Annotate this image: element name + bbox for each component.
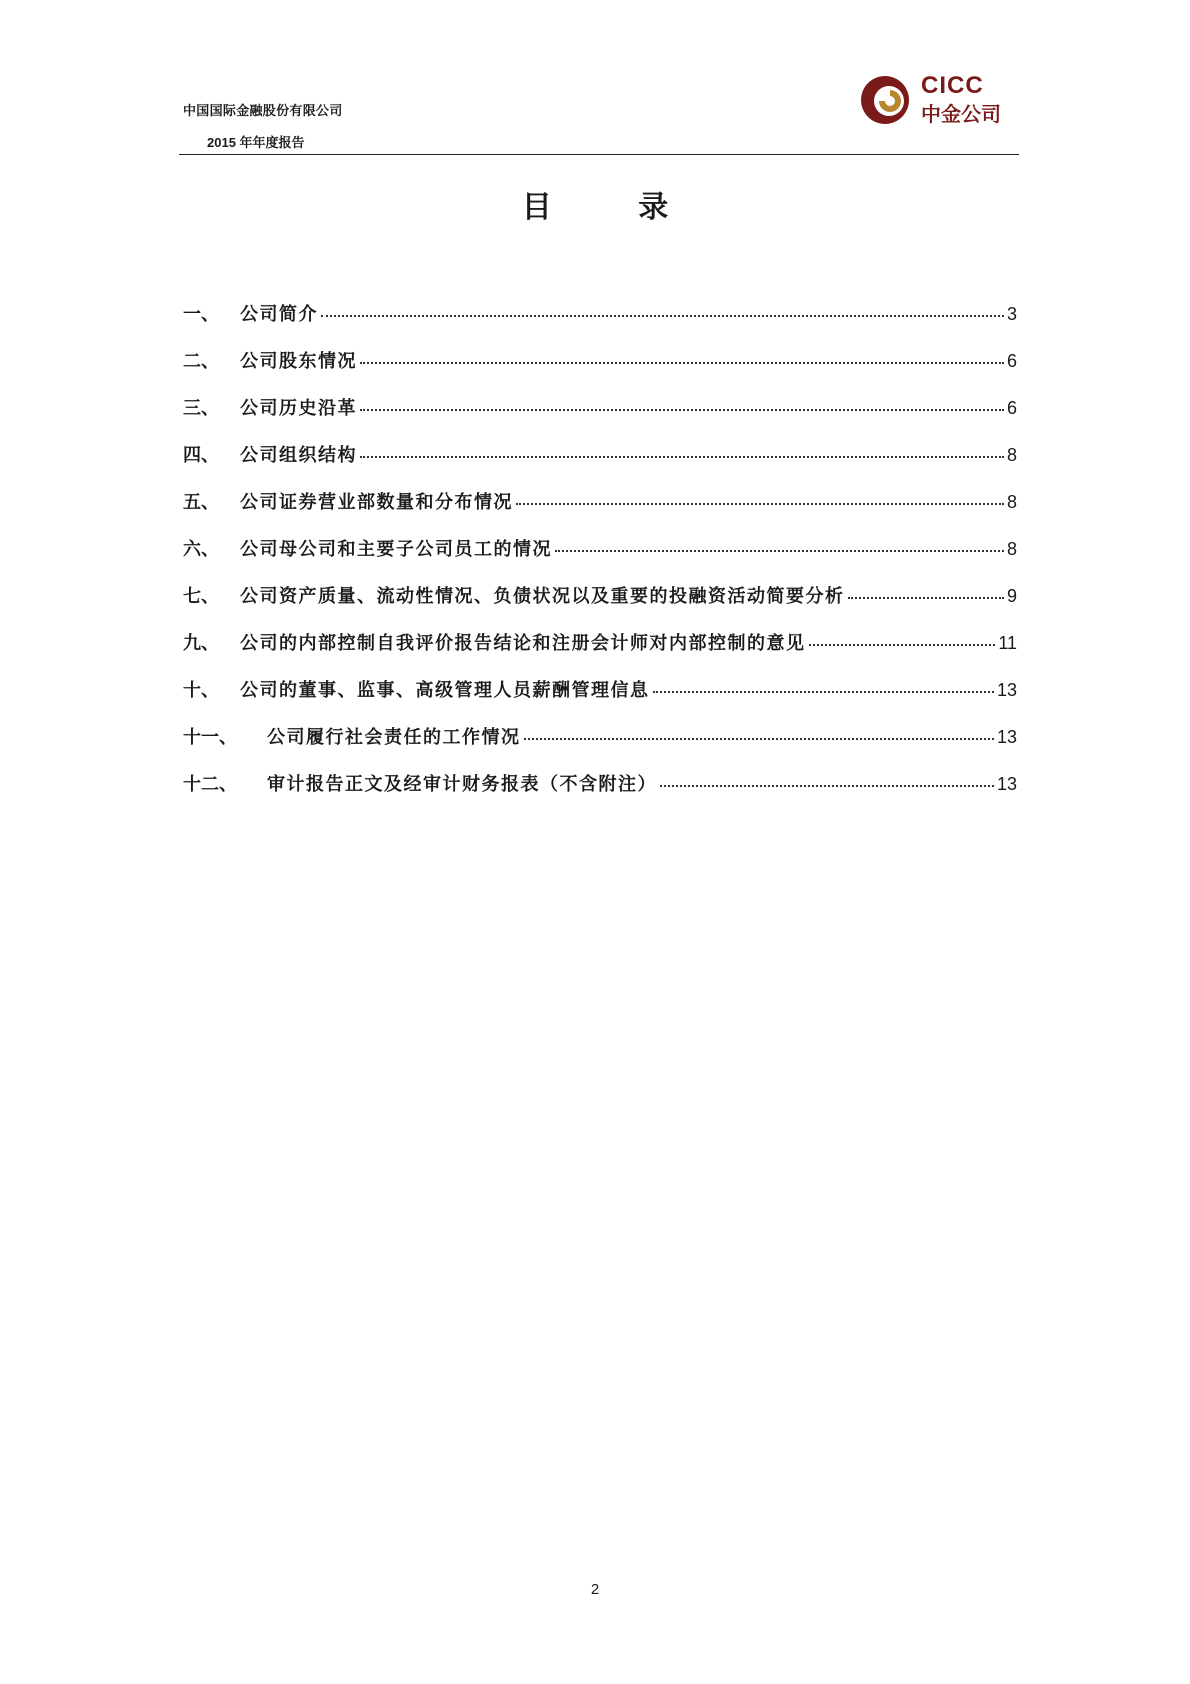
toc-entry-label: 公司的内部控制自我评价报告结论和注册会计师对内部控制的意见: [240, 633, 806, 654]
toc-leader-dots: [524, 738, 994, 740]
table-of-contents: [183, 300, 1017, 817]
toc-leader-dots: [660, 785, 994, 787]
toc-entry-number: 二、: [183, 351, 219, 372]
toc-entry[interactable]: [183, 723, 1017, 770]
toc-leader-dots: [555, 550, 1004, 552]
toc-leader-dots: [360, 362, 1004, 364]
toc-entry-number: 三、: [183, 398, 219, 419]
toc-leader-dots: [360, 456, 1004, 458]
toc-entry-page: 6: [1006, 351, 1017, 371]
toc-entry-number: 十二、: [183, 774, 237, 795]
logo-text-cn: 中金公司: [921, 102, 1001, 126]
toc-entry-label: 公司的董事、监事、高级管理人员薪酬管理信息: [240, 680, 650, 701]
toc-entry-label: 公司母公司和主要子公司员工的情况: [240, 539, 552, 560]
toc-entry-label: 公司组织结构: [240, 445, 357, 466]
toc-entry-page: 8: [1006, 539, 1017, 559]
toc-entry-label: 公司历史沿革: [240, 398, 357, 419]
toc-leader-dots: [516, 503, 1004, 505]
toc-entry-number: 七、: [183, 586, 219, 607]
toc-entry-page: 8: [1006, 445, 1017, 465]
toc-entry-label: 公司证券营业部数量和分布情况: [240, 492, 513, 513]
toc-entry-number: 十一、: [183, 727, 237, 748]
cicc-logo-icon: [859, 74, 915, 126]
toc-leader-dots: [653, 691, 994, 693]
toc-entry[interactable]: [183, 582, 1017, 629]
toc-entry-number: 一、: [183, 304, 219, 325]
toc-entry-page: 3: [1006, 304, 1017, 324]
toc-entry[interactable]: [183, 770, 1017, 817]
toc-entry[interactable]: [183, 441, 1017, 488]
toc-entry[interactable]: [183, 347, 1017, 394]
toc-title: 目 录: [521, 190, 707, 225]
toc-entry-page: 8: [1006, 492, 1017, 512]
company-name: 中国国际金融股份有限公司: [183, 104, 343, 119]
page-number: 2: [590, 1581, 600, 1598]
toc-entry[interactable]: [183, 488, 1017, 535]
toc-leader-dots: [360, 409, 1004, 411]
report-title: 2015 年年度报告: [207, 135, 305, 150]
toc-leader-dots: [848, 597, 1004, 599]
toc-entry-number: 六、: [183, 539, 219, 560]
toc-entry-page: 13: [996, 727, 1017, 747]
cicc-logo: [859, 72, 1007, 126]
toc-entry[interactable]: [183, 300, 1017, 347]
toc-entry-number: 九、: [183, 633, 219, 654]
toc-entry[interactable]: [183, 394, 1017, 441]
toc-entry[interactable]: [183, 535, 1017, 582]
logo-text-en: CICC: [921, 72, 984, 99]
toc-entry[interactable]: [183, 629, 1017, 676]
toc-leader-dots: [321, 315, 1004, 317]
toc-entry-label: 公司履行社会责任的工作情况: [267, 727, 521, 748]
toc-entry-page: 6: [1006, 398, 1017, 418]
page-header: [179, 64, 1019, 155]
toc-entry-number: 十、: [183, 680, 219, 701]
toc-entry[interactable]: [183, 676, 1017, 723]
toc-entry-label: 审计报告正文及经审计财务报表（不含附注）: [267, 774, 657, 795]
toc-entry-label: 公司简介: [240, 304, 318, 325]
toc-entry-label: 公司资产质量、流动性情况、负债状况以及重要的投融资活动简要分析: [240, 586, 845, 607]
toc-entry-page: 9: [1006, 586, 1017, 606]
toc-entry-page: 11: [998, 633, 1017, 653]
toc-entry-label: 公司股东情况: [240, 351, 357, 372]
toc-entry-number: 五、: [183, 492, 219, 513]
toc-leader-dots: [809, 644, 996, 646]
toc-entry-number: 四、: [183, 445, 219, 466]
toc-entry-page: 13: [996, 680, 1017, 700]
toc-entry-page: 13: [996, 774, 1017, 794]
